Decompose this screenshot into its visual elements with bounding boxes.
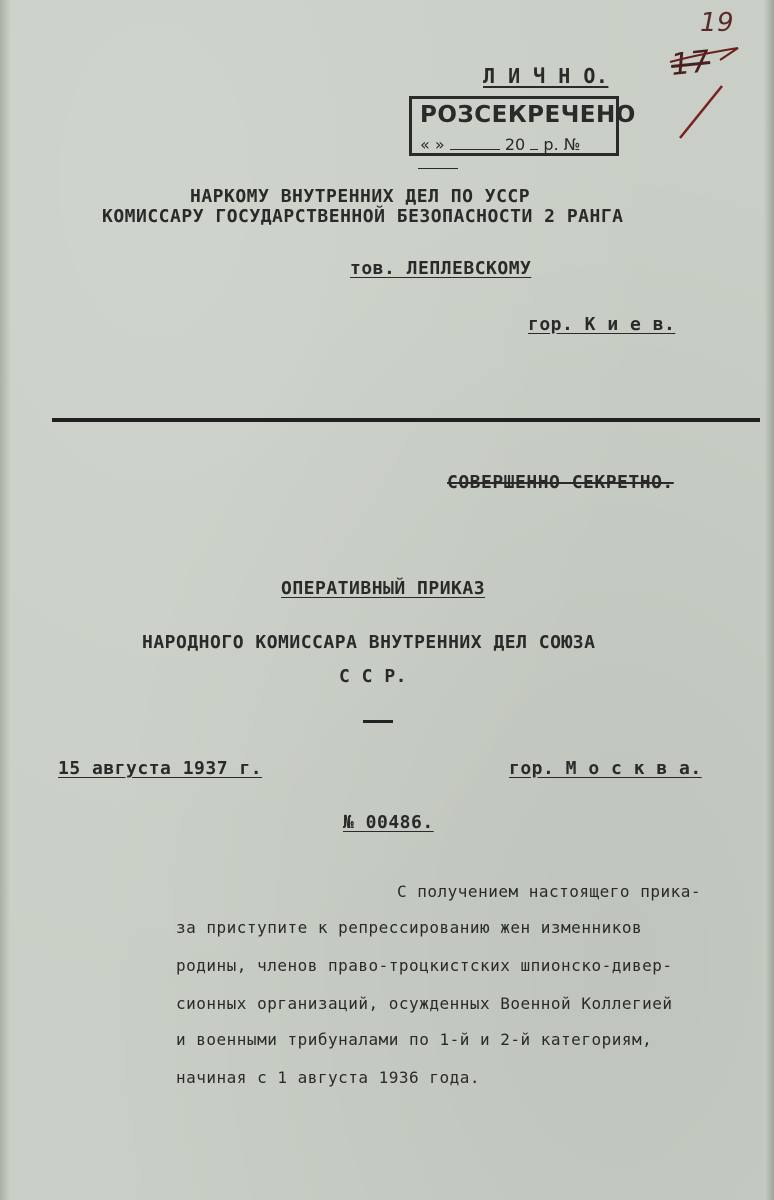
- addressee-line-1: НАРКОМУ ВНУТРЕННИХ ДЕЛ ПО УССР: [190, 186, 531, 207]
- order-title: ОПЕРАТИВНЫЙ ПРИКАЗ: [281, 578, 486, 599]
- body-line-3: родины, членов право-троцкистских шпионско-дивер-: [176, 956, 673, 975]
- stamp-suffix: р. №: [543, 135, 581, 154]
- addressee-city: гор. К и е в.: [528, 314, 676, 335]
- stamp-date-line: [418, 135, 614, 173]
- order-number: № 00486.: [343, 812, 434, 833]
- declassified-stamp: [409, 96, 636, 156]
- paper-edge-right: [764, 0, 774, 1200]
- body-line-2: за приступите к репрессированию жен изменников: [176, 918, 643, 937]
- body-line-4: сионных организаций, осужденных Военной Коллегией: [176, 994, 673, 1013]
- stamp-title: РОЗСЕКРЕЧЕНО: [420, 102, 636, 128]
- stamp-quote-marks: « »: [420, 135, 445, 154]
- body-line-1: С получением настоящего прика-: [397, 882, 701, 901]
- pen-strike-mark: [660, 20, 770, 140]
- addressee-name: тов. ЛЕПЛЕВСКОМУ: [350, 258, 532, 279]
- order-date: 15 августа 1937 г.: [58, 758, 263, 779]
- separator-rule: [52, 418, 760, 422]
- personal-marking: Л И Ч Н О.: [483, 64, 609, 88]
- order-subtitle-line-2: С С Р.: [339, 666, 408, 687]
- body-line-6: начиная с 1 августа 1936 года.: [176, 1068, 480, 1087]
- paper-edge-left: [0, 0, 10, 1200]
- order-place: гор. М о с к в а.: [509, 758, 702, 779]
- classification-marking: СОВЕРШЕННО СЕКРЕТНО.: [447, 472, 674, 493]
- body-line-5: и военными трибуналами по 1-й и 2-й категориям,: [176, 1030, 653, 1049]
- order-subtitle-line-1: НАРОДНОГО КОМИССАРА ВНУТРЕННИХ ДЕЛ СОЮЗА: [142, 632, 596, 653]
- title-dash: [363, 720, 393, 723]
- page-number-previous: 17: [669, 44, 712, 83]
- stamp-year: 20: [504, 135, 526, 154]
- addressee-line-2: КОМИССАРУ ГОСУДАРСТВЕННОЙ БЕЗОПАСНОСТИ 2 РАНГА: [102, 206, 624, 227]
- page-number-current: 19: [700, 8, 735, 38]
